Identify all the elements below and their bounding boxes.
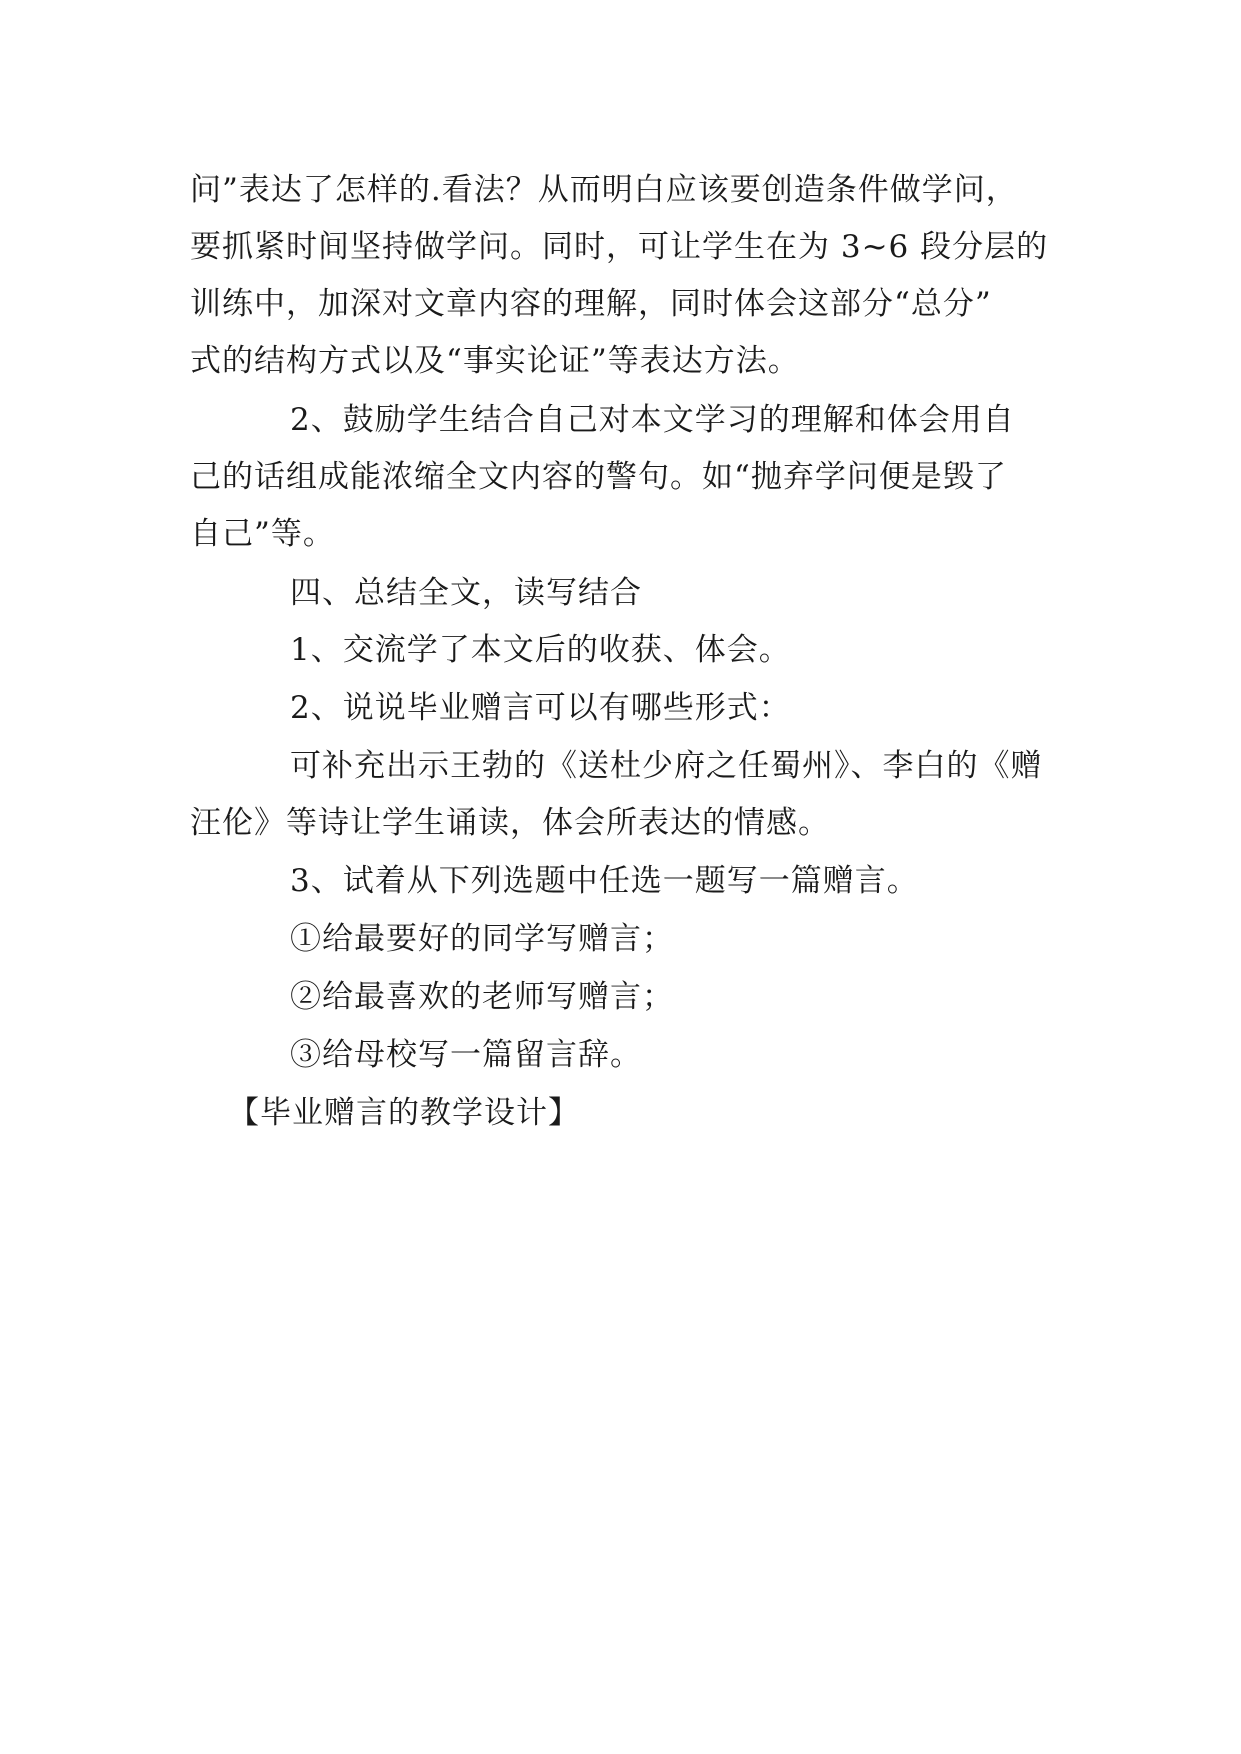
paragraph-line: 己的话组成能浓缩全文内容的警句。如“抛弃学问便是毁了 [190, 459, 1007, 495]
paragraph-line: 要抓紧时间坚持做学问。同时，可让学生在为 3~6 段分层的 [190, 229, 1049, 265]
paragraph-line: 汪伦》等诗让学生诵读，体会所表达的情感。 [190, 805, 830, 841]
paragraph-line: 3、试着从下列选题中任选一题写一篇赠言。 [290, 863, 919, 899]
paragraph-line: 可补充出示王勃的《送杜少府之任蜀州》、李白的《赠 [290, 748, 1043, 784]
list-item: ②给最喜欢的老师写赠言； [290, 979, 674, 1015]
document-title: 【毕业赠言的教学设计】 [228, 1095, 580, 1131]
paragraph-line: 1、交流学了本文后的收获、体会。 [290, 632, 791, 668]
paragraph-line: 式的结构方式以及“事实论证”等表达方法。 [190, 343, 800, 379]
paragraph-line: 2、说说毕业赠言可以有哪些形式： [290, 690, 791, 726]
list-item: ③给母校写一篇留言辞。 [290, 1037, 642, 1073]
paragraph-line: 训练中，加深对文章内容的理解，同时体会这部分“总分” [190, 286, 992, 322]
paragraph-line: 自己”等。 [190, 516, 335, 552]
paragraph-line: 2、鼓励学生结合自己对本文学习的理解和体会用自 [290, 402, 1015, 438]
list-item: ①给最要好的同学写赠言； [290, 921, 674, 957]
paragraph-line: 问”表达了怎样的.看法？从而明白应该要创造条件做学问， [190, 172, 1018, 208]
section-heading: 四、总结全文，读写结合 [290, 575, 642, 611]
